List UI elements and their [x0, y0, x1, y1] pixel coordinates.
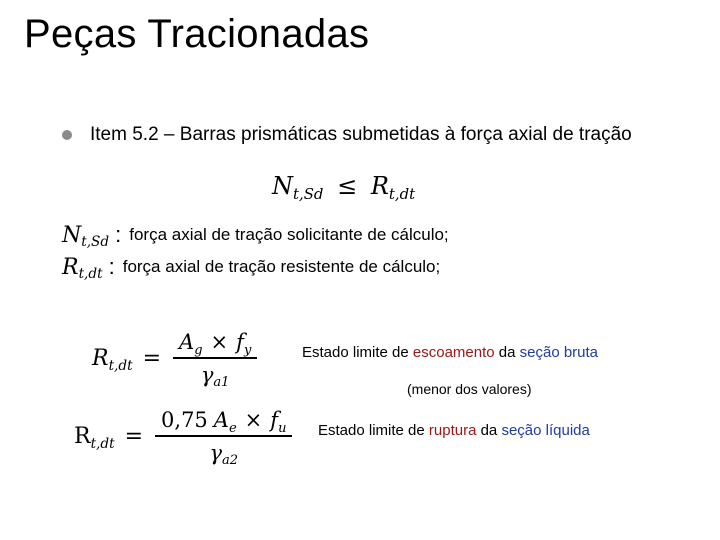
ineq-rhs: R	[370, 172, 389, 200]
ineq-lhs: N	[272, 172, 293, 200]
def-symbol	[62, 222, 110, 251]
equation-yield	[92, 330, 257, 391]
eq2-den-gamma: γ	[209, 440, 222, 465]
inequality-formula	[272, 172, 416, 204]
eq1-denominator	[200, 359, 230, 391]
equation-rupture	[74, 408, 292, 469]
eq2-coef: 0,75	[161, 408, 208, 432]
def-colon: :	[108, 254, 115, 279]
eq1-lhs	[92, 345, 133, 374]
def-text: força axial de tração resistente de cálculo;	[122, 257, 441, 276]
eq2-lhs-sub: t,dt	[90, 435, 115, 452]
eq2-lhs	[74, 423, 115, 452]
ineq-rhs-sub: t,dt	[388, 185, 416, 204]
ineq-lhs-sub: t,Sd	[293, 185, 324, 204]
eq2-times: ×	[244, 408, 263, 432]
eq2-den-sub: a2	[222, 453, 239, 469]
eq2-fraction	[155, 408, 292, 469]
eq2-numerator	[155, 408, 292, 435]
bullet-item	[62, 124, 632, 146]
ineq-operator: ≤	[337, 172, 358, 200]
def-symbol-letter: R	[62, 254, 79, 280]
bullet-icon	[62, 130, 72, 140]
eq2-equals: =	[124, 423, 144, 449]
def-symbol	[62, 254, 103, 283]
eq2-num-f: f	[270, 408, 279, 432]
note3-mid: da	[476, 422, 502, 439]
eq2-num-f-sub: u	[278, 420, 287, 436]
def-colon: :	[115, 222, 122, 247]
note-yield	[302, 344, 598, 361]
def-text: força axial de tração solicitante de cálculo;	[129, 225, 449, 244]
def-symbol-sub: t,Sd	[81, 234, 110, 251]
note1-red: escoamento	[412, 344, 495, 361]
eq1-lhs-sub: t,dt	[108, 357, 133, 374]
eq1-den-gamma: γ	[200, 362, 214, 387]
eq2-num-a: A	[213, 408, 229, 432]
slide-title: Peças Tracionadas	[24, 12, 370, 56]
note-minimum: (menor dos valores)	[407, 381, 532, 397]
eq1-den-sub: a1	[213, 375, 230, 391]
eq2-denominator	[209, 437, 239, 469]
eq1-num-f-sub: y	[243, 342, 252, 358]
eq1-numerator	[173, 330, 257, 357]
note1-mid: da	[494, 344, 520, 361]
eq1-equals: =	[142, 345, 162, 371]
note3-pre: Estado limite de	[318, 422, 429, 439]
eq1-lhs-letter: R	[92, 345, 109, 371]
definition-n-tsd	[62, 222, 449, 251]
def-symbol-sub: t,dt	[78, 266, 103, 283]
note1-blue: seção bruta	[519, 344, 599, 361]
def-symbol-letter: N	[62, 222, 82, 248]
eq2-num-a-sub: e	[228, 420, 237, 436]
note-rupture	[318, 422, 590, 439]
note1-pre: Estado limite de	[302, 344, 413, 361]
eq1-num-a: A	[179, 330, 195, 354]
definition-r-tdt	[62, 254, 441, 283]
note3-red: ruptura	[428, 422, 477, 439]
eq1-num-f: f	[236, 330, 244, 354]
bullet-text: Item 5.2 – Barras prismáticas submetidas à força axial de tração	[90, 124, 632, 145]
note3-blue: seção líquida	[501, 422, 590, 439]
eq1-num-a-sub: g	[194, 342, 203, 358]
eq1-fraction	[173, 330, 257, 391]
eq2-lhs-letter: R	[74, 423, 91, 449]
eq1-times: ×	[210, 330, 229, 354]
